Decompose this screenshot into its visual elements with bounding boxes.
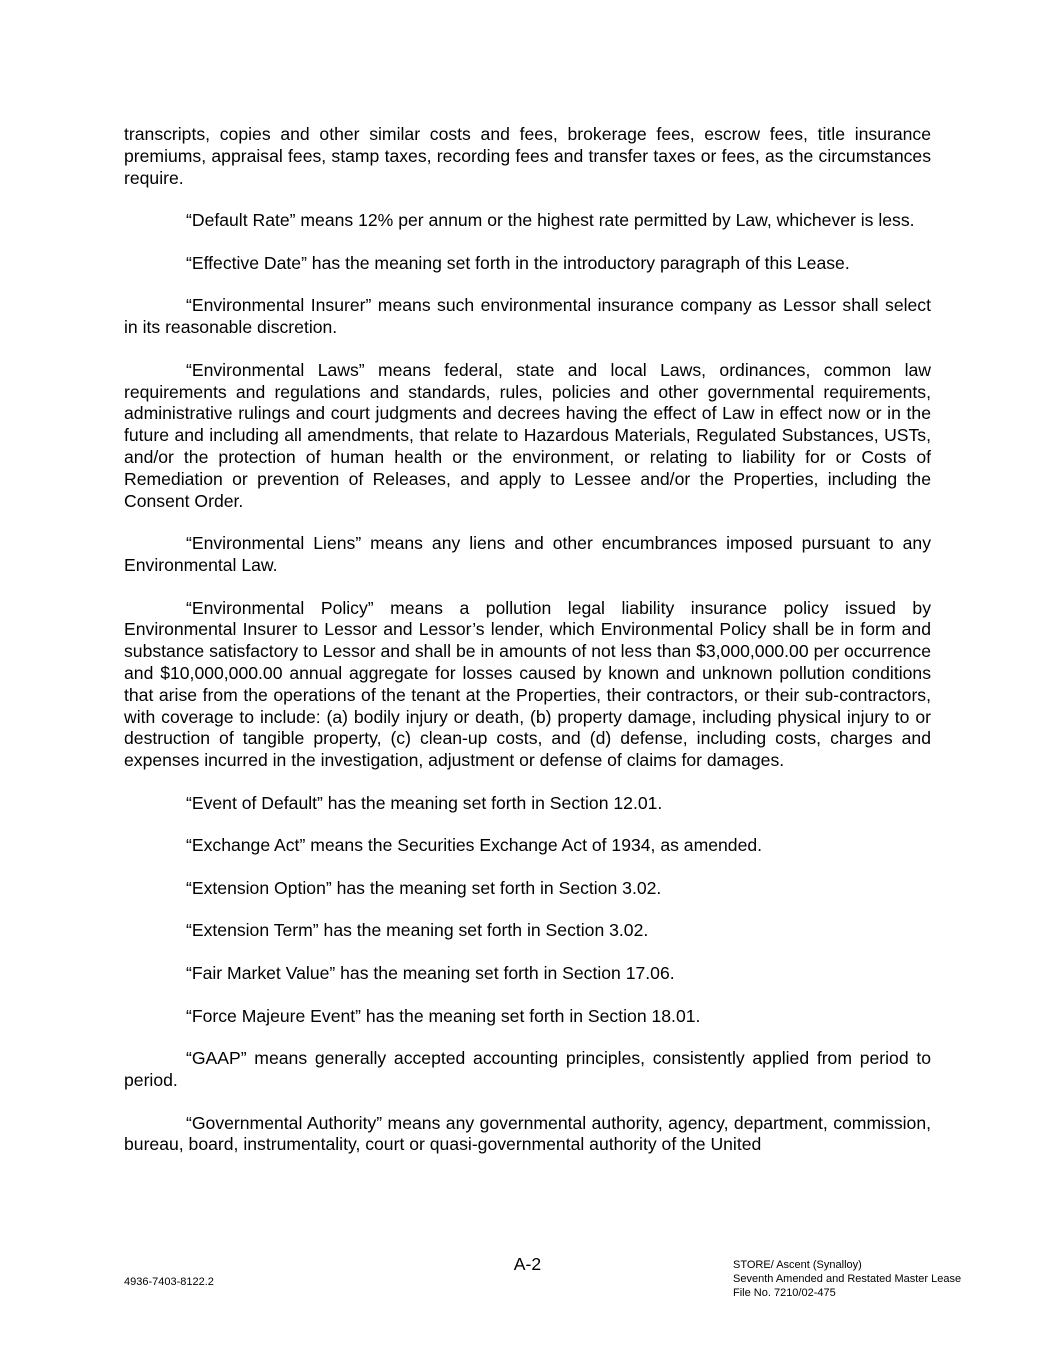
definition-exchange-act: “Exchange Act” means the Securities Exchange Act of 1934, as amended. [186, 835, 763, 856]
definition-extension-term: “Extension Term” has the meaning set forth in Section 3.02. [186, 920, 649, 941]
definition-fair-market-value: “Fair Market Value” has the meaning set forth in Section 17.06. [186, 963, 675, 984]
paragraph-continuation: transcripts, copies and other similar costs and fees, brokerage fees, escrow fees, title insurance premiums, appraisal fees, stamp taxes, recording fees and transfer taxes or fees, as the circumstances require. [124, 124, 931, 188]
definition-default-rate: “Default Rate” means 12% per annum or the highest rate permitted by Law, whichever is less. [186, 210, 915, 231]
page-body [124, 124, 931, 1177]
footer-reference-line: Seventh Amended and Restated Master Lease [733, 1273, 962, 1285]
document-id: 4936-7403-8122.2 [124, 1276, 214, 1288]
definition-effective-date: “Effective Date” has the meaning set forth in the introductory paragraph of this Lease. [186, 252, 850, 273]
footer-reference [733, 1258, 961, 1300]
definition-environmental-policy: “Environmental Policy” means a pollution legal liability insurance policy issued by Environmental Insurer to Lessor and Lessor’s lender, which Environmental Policy shall be in form and substance satisfactory to Lessor and shall be in amounts of not less than $3,000,000.00 per occurrence and $10,000,000.00 annual aggregate for losses caused by known and unknown pollution conditions that arise from the operations of the tenant at the Properties, their contractors, or their sub-contractors, with coverage to include: (a) bodily injury or death, (b) property damage, including physical injury to or destruction of tangible property, (c) clean-up costs, and (d) defense, including costs, charges and expenses incurred in the investigation, adjustment or defense of claims for damages. [124, 597, 931, 771]
definition-gaap: “GAAP” means generally accepted accounting principles, consistently applied from period to period. [124, 1048, 931, 1091]
footer-reference-line: File No. 7210/02-475 [733, 1287, 836, 1299]
definition-environmental-laws: “Environmental Laws” means federal, state and local Laws, ordinances, common law requirements and regulations and standards, rules, policies and other governmental requirements, administrative rulings and court judgments and decrees having the effect of Law in effect now or in the future and including all amendments, that relate to Hazardous Materials, Regulated Substances, USTs, and/or the protection of human health or the environment, or relating to liability for or Costs of Remediation or prevention of Releases, and apply to Lessee and/or the Properties, including the Consent Order. [124, 359, 931, 511]
footer-reference-line: STORE/ Ascent (Synalloy) [733, 1259, 862, 1271]
definition-environmental-liens: “Environmental Liens” means any liens and other encumbrances imposed pursuant to any Environmental Law. [124, 533, 931, 575]
definition-extension-option: “Extension Option” has the meaning set forth in Section 3.02. [186, 877, 662, 898]
page-number: A-2 [513, 1254, 542, 1274]
definition-environmental-insurer: “Environmental Insurer” means such environmental insurance company as Lessor shall select in its reasonable discretion. [124, 295, 931, 338]
definition-governmental-authority: “Governmental Authority” means any governmental authority, agency, department, commission, bureau, board, instrumentality, court or quasi-governmental authority of the United [124, 1112, 931, 1155]
definition-event-of-default: “Event of Default” has the meaning set forth in Section 12.01. [186, 792, 663, 813]
definition-force-majeure-event: “Force Majeure Event” has the meaning set forth in Section 18.01. [186, 1005, 701, 1026]
